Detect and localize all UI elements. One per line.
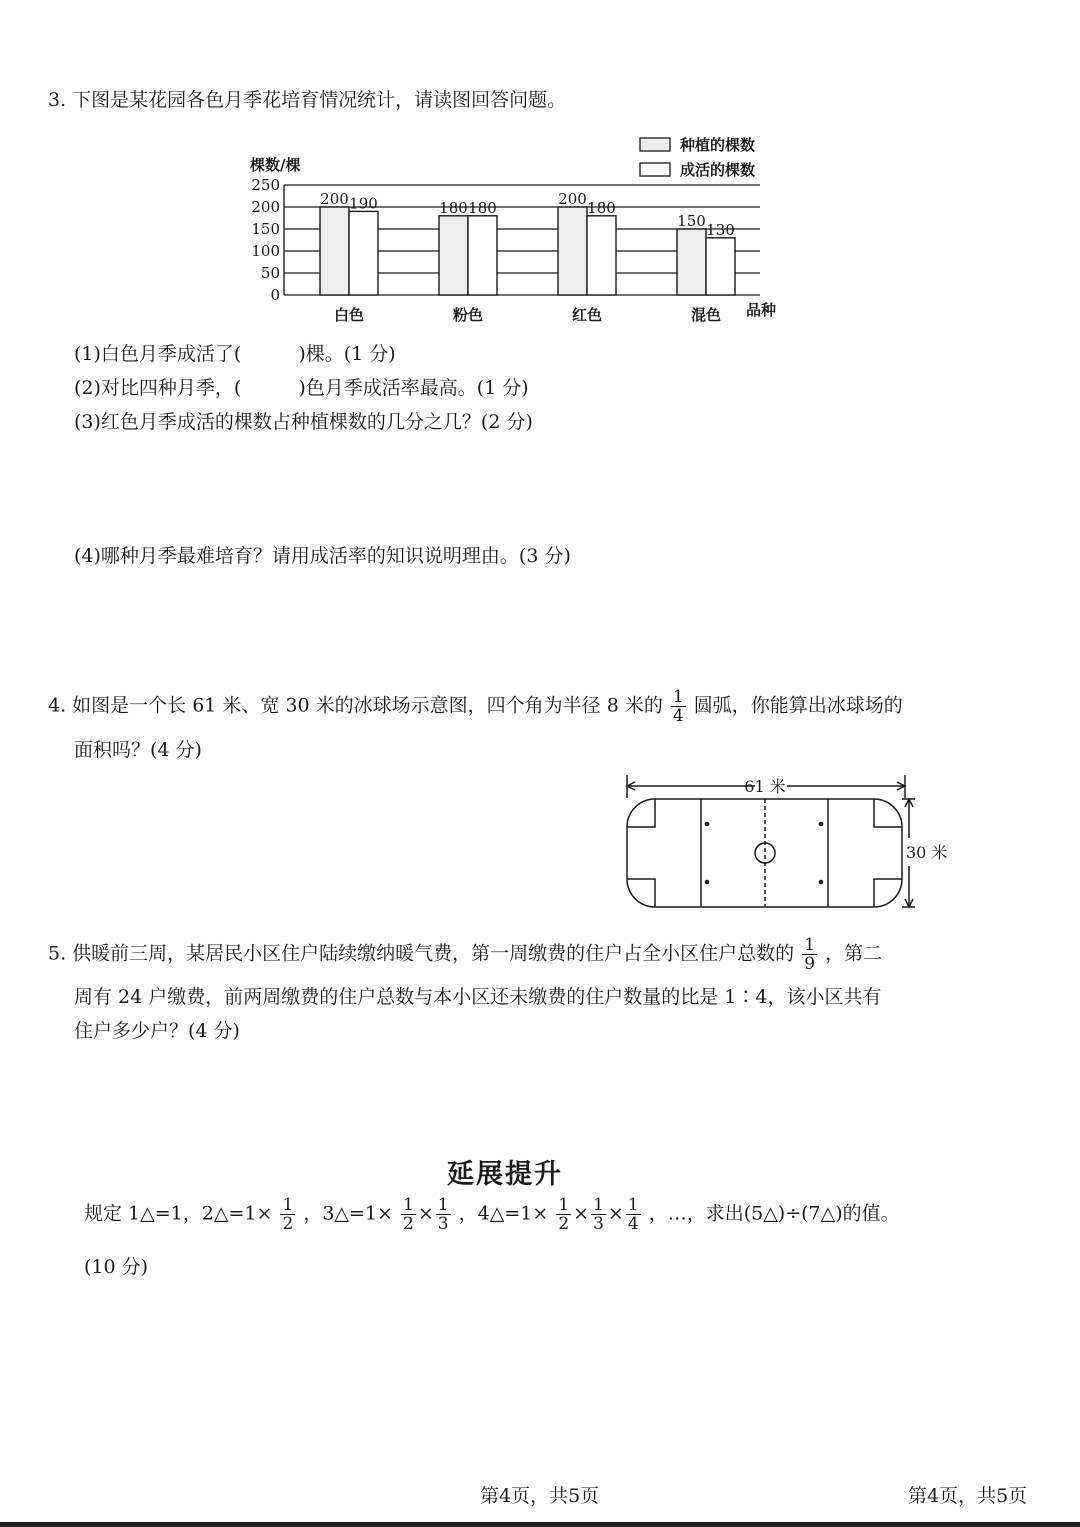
y-tick-label: 100 — [251, 242, 280, 260]
times-sign: × — [607, 1202, 624, 1225]
y-tick-label: 200 — [251, 198, 280, 216]
ext-frac-half-b — [401, 1196, 416, 1233]
bar — [320, 207, 349, 295]
extension-formula — [84, 1196, 900, 1233]
bar-data-label: 150 — [677, 212, 706, 230]
frac-numerator: 1 — [558, 1195, 570, 1215]
q5-line1 — [48, 936, 882, 973]
rink-diagram — [615, 770, 955, 915]
ext-part-2: ，3△=1× — [303, 1202, 393, 1225]
y-tick-label: 150 — [251, 220, 280, 238]
q5-fraction — [802, 936, 817, 973]
y-tick-label: 0 — [270, 286, 280, 304]
frac-denominator: 3 — [593, 1214, 604, 1234]
frac-numerator: 1 — [403, 1195, 414, 1215]
q5-text-b: ，第二 — [825, 942, 883, 965]
ext-frac-third-c — [591, 1196, 606, 1233]
q3-sub2: (2)对比四种月季，( )色月季成活率最高。(1 分) — [74, 377, 529, 399]
x-tick-label: 混色 — [690, 306, 722, 324]
footer-page-right: 第4页，共5页 — [908, 1485, 1028, 1507]
q3-sub4: (4)哪种月季最难培育？请用成活率的知识说明理由。(3 分) — [74, 545, 571, 567]
frac-numerator: 1 — [593, 1195, 604, 1215]
legend-label: 种植的棵数 — [680, 136, 756, 154]
bar-data-label: 180 — [468, 198, 497, 217]
frac-denominator: 2 — [282, 1214, 294, 1234]
bar — [587, 216, 616, 295]
x-tick-label: 白色 — [333, 306, 365, 324]
q4-text-a: 4. 如图是一个长 61 米、宽 30 米的冰球场示意图，四个角为半径 8 米的 — [48, 694, 663, 717]
q3-intro: 3. 下图是某花园各色月季花培育情况统计，请读图回答问题。 — [48, 89, 567, 111]
x-axis-label: 品种 — [746, 301, 777, 319]
bar — [706, 238, 735, 295]
bar — [558, 207, 587, 295]
q3-sub3: (3)红色月季成活的棵数占种植棵数的几分之几？(2 分) — [74, 411, 533, 433]
ext-frac-half-a — [280, 1196, 295, 1233]
q4-frac-numerator: 1 — [672, 687, 684, 707]
footer-page-left: 第4页，共5页 — [480, 1485, 600, 1507]
q5-line2: 周有 24 户缴费，前两周缴费的住户总数与本小区还未缴费的住户数量的比是 1∶4，该小区共有 — [74, 986, 882, 1008]
bar — [349, 211, 378, 295]
rink-width-label: 30 米 — [906, 843, 948, 862]
legend-swatch — [640, 138, 670, 151]
frac-denominator: 2 — [403, 1214, 414, 1234]
q4-text-b: 圆弧，你能算出冰球场的 — [693, 694, 903, 717]
bar-chart — [240, 130, 800, 330]
ext-part-3: ，4△=1× — [458, 1202, 549, 1225]
q4-frac-denominator: 4 — [672, 706, 684, 726]
q5-frac-numerator: 1 — [804, 935, 816, 955]
y-axis-label: 棵数/棵 — [250, 156, 301, 174]
times-sign: × — [573, 1202, 590, 1225]
bar — [439, 216, 468, 295]
rink-length-label: 61 米 — [744, 777, 786, 796]
bar-data-label: 200 — [320, 190, 349, 208]
frac-denominator: 4 — [627, 1214, 639, 1234]
legend-swatch — [640, 163, 670, 176]
ext-frac-third-b — [436, 1196, 451, 1233]
bar-data-label: 130 — [706, 220, 735, 239]
times-sign: × — [417, 1202, 434, 1225]
bar-data-label: 190 — [349, 194, 378, 213]
y-tick-label: 50 — [260, 264, 280, 282]
y-tick-label: 250 — [251, 176, 280, 194]
frac-denominator: 3 — [437, 1214, 449, 1234]
x-tick-label: 红色 — [571, 306, 603, 324]
q4-fraction — [671, 688, 686, 725]
q5-frac-denominator: 9 — [804, 954, 816, 974]
q5-line3: 住户多少户？(4 分) — [74, 1020, 240, 1042]
frac-numerator: 1 — [437, 1195, 449, 1215]
x-tick-label: 粉色 — [452, 306, 484, 324]
extension-title: 延展提升 — [447, 1159, 563, 1190]
bar-data-label: 200 — [558, 190, 587, 208]
q3-sub1: (1)白色月季成活了( )棵。(1 分) — [74, 343, 396, 365]
ext-frac-half-c — [556, 1196, 571, 1233]
extension-score: (10 分) — [84, 1256, 149, 1278]
legend-label: 成活的棵数 — [680, 161, 756, 179]
ext-frac-quarter-c — [626, 1196, 641, 1233]
q5-text-a: 5. 供暖前三周，某居民小区住户陆续缴纳暖气费，第一周缴费的住户占全小区住户总数的 — [48, 942, 795, 965]
frac-numerator: 1 — [627, 1195, 639, 1215]
bar — [468, 216, 497, 295]
ext-part-4: ，…，求出(5△)÷(7△)的值。 — [648, 1202, 900, 1225]
bar-data-label: 180 — [587, 198, 616, 217]
bottom-edge — [0, 1522, 1080, 1527]
ext-part-1: 规定 1△=1，2△=1× — [84, 1202, 273, 1225]
bar — [677, 229, 706, 295]
bar-data-label: 180 — [439, 198, 468, 217]
q4-line2: 面积吗？(4 分) — [74, 739, 202, 761]
frac-numerator: 1 — [282, 1195, 294, 1215]
q4-line1 — [48, 688, 903, 725]
frac-denominator: 2 — [558, 1214, 570, 1234]
